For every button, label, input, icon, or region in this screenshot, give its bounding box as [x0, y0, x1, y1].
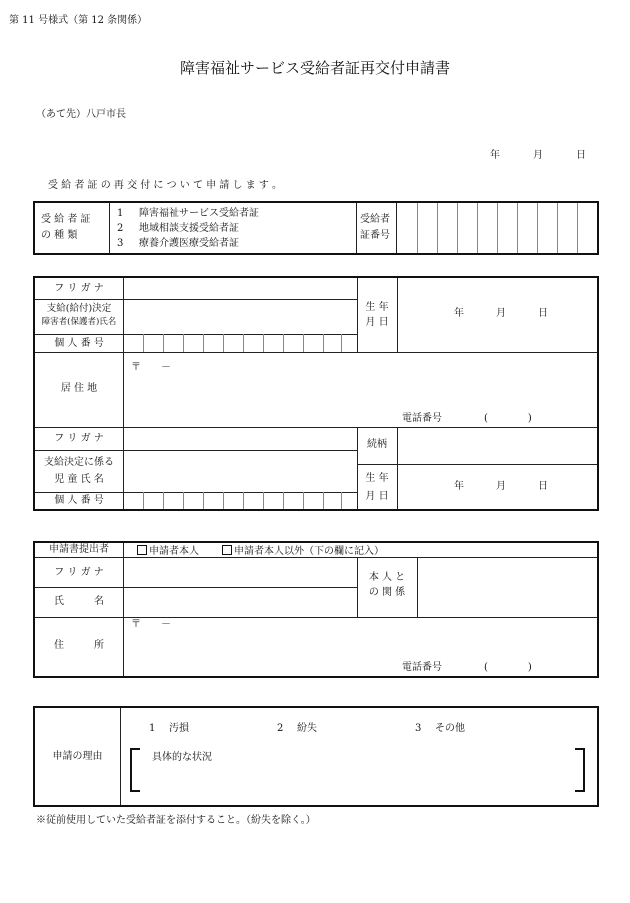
submitter-address-label: 住 所 [54, 640, 104, 651]
recipient-birth-field[interactable] [398, 278, 597, 352]
recipient-name-field[interactable] [124, 300, 357, 334]
recipient-section [33, 276, 599, 511]
reason-option-3[interactable]: その他 [435, 723, 465, 734]
submitter-option-other[interactable]: 申請者本人以外（下の欄に記入） [222, 545, 384, 557]
recipient-birth-label: 生 年 [365, 302, 389, 313]
recipient-furigana-label: フ リ ガ ナ [54, 283, 104, 294]
recipient-name-label-2: 障害者(保護者)氏名 [41, 317, 117, 327]
submitter-label: 申請書提出者 [49, 544, 109, 555]
cert-option-3[interactable]: 療養介護医療受給者証 [139, 238, 239, 249]
cert-number-label: 受給者 [360, 214, 390, 225]
addressee: （あて先）八戸市長 [36, 109, 126, 120]
child-relation-label: 続柄 [367, 439, 387, 450]
cert-number-field[interactable] [397, 203, 597, 253]
recipient-birth-label-2: 月 日 [365, 317, 389, 328]
checkbox-self[interactable] [137, 545, 147, 555]
date-day-label: 日 [576, 150, 586, 161]
cert-option-3-num: 3 [117, 238, 124, 249]
child-personal-number-label: 個 人 番 号 [54, 495, 104, 506]
submitter-section [33, 541, 599, 678]
reason-option-1-num: 1 [149, 723, 156, 734]
child-birth-day: 日 [538, 481, 548, 492]
reason-option-2[interactable]: 紛失 [297, 723, 317, 734]
cert-type-section [33, 201, 599, 255]
recipient-personal-number-field[interactable] [124, 335, 357, 352]
date-year-label: 年 [490, 150, 500, 161]
child-birth-label-2: 月 日 [365, 491, 389, 502]
recipient-phone-parens: ( ) [484, 413, 532, 424]
cert-number-label-2: 証番号 [360, 230, 390, 241]
submitter-option-self[interactable]: 申請者本人 [137, 545, 199, 557]
footnote: ※従前使用していた受給者証を添付すること。（紛失を除く。） [36, 815, 316, 826]
reason-detail-label: 具体的な状況 [152, 752, 212, 763]
reason-detail-field[interactable] [141, 766, 573, 792]
recipient-birth-day: 日 [538, 308, 548, 319]
child-name-label-2: 児 童 氏 名 [54, 474, 104, 485]
cert-option-1[interactable]: 障害福祉サービス受給者証 [139, 208, 259, 219]
submitter-phone-parens: ( ) [484, 662, 532, 673]
recipient-name-label: 支給(給付)決定 [46, 303, 112, 314]
recipient-birth-year: 年 [454, 308, 464, 319]
child-name-field[interactable] [124, 451, 357, 492]
cert-option-2[interactable]: 地域相談支援受給者証 [139, 223, 239, 234]
intro-text: 受 給 者 証 の 再 交 付 に つ い て 申 請 し ま す 。 [48, 180, 283, 191]
recipient-phone-label: 電話番号 [402, 413, 442, 424]
recipient-postal-mark: 〒 － [131, 362, 171, 373]
submitter-furigana-field[interactable] [124, 558, 357, 587]
checkbox-other[interactable] [222, 545, 232, 555]
child-birth-label: 生 年 [365, 473, 389, 484]
left-bracket [130, 748, 140, 792]
right-bracket [575, 748, 585, 792]
child-furigana-label: フ リ ガ ナ [54, 433, 104, 444]
cert-option-2-num: 2 [117, 223, 124, 234]
child-personal-number-field[interactable] [124, 493, 357, 509]
submitter-relation-label-2: の 関 係 [368, 587, 406, 598]
submitter-furigana-label: フ リ ガ ナ [54, 567, 104, 578]
reason-label: 申請の理由 [52, 751, 103, 762]
page-title: 障害福祉サービス受給者証再交付申請書 [179, 59, 450, 77]
recipient-personal-number-label: 個 人 番 号 [54, 338, 104, 349]
cert-type-label: 受 給 者 証 [41, 214, 91, 225]
recipient-address-label: 居 住 地 [60, 383, 98, 394]
recipient-furigana-field[interactable] [124, 278, 357, 299]
submitter-name-label: 氏 名 [54, 596, 104, 607]
reason-option-1[interactable]: 汚損 [169, 723, 189, 734]
child-birth-month: 月 [496, 481, 506, 492]
submitter-relation-label: 本 人 と [368, 572, 406, 583]
child-birth-field[interactable] [398, 465, 597, 509]
cert-option-1-num: 1 [117, 208, 124, 219]
reason-section [33, 706, 599, 807]
reason-option-3-num: 3 [415, 723, 422, 734]
date-month-label: 月 [533, 150, 543, 161]
submitter-address-field[interactable] [124, 618, 597, 676]
recipient-address-field[interactable] [124, 353, 597, 427]
cert-type-label-2: の 種 類 [41, 230, 78, 241]
child-relation-field[interactable] [398, 428, 597, 464]
reason-option-2-num: 2 [277, 723, 284, 734]
submitter-name-field[interactable] [124, 588, 357, 617]
child-birth-year: 年 [454, 481, 464, 492]
recipient-birth-month: 月 [496, 308, 506, 319]
submitter-postal-mark: 〒 － [131, 619, 171, 630]
child-name-label: 支給決定に係る [44, 457, 114, 468]
submitter-phone-label: 電話番号 [402, 662, 442, 673]
child-furigana-field[interactable] [124, 428, 357, 450]
submitter-relation-field[interactable] [418, 558, 597, 617]
form-number: 第 11 号様式（第 12 条関係） [9, 15, 148, 26]
